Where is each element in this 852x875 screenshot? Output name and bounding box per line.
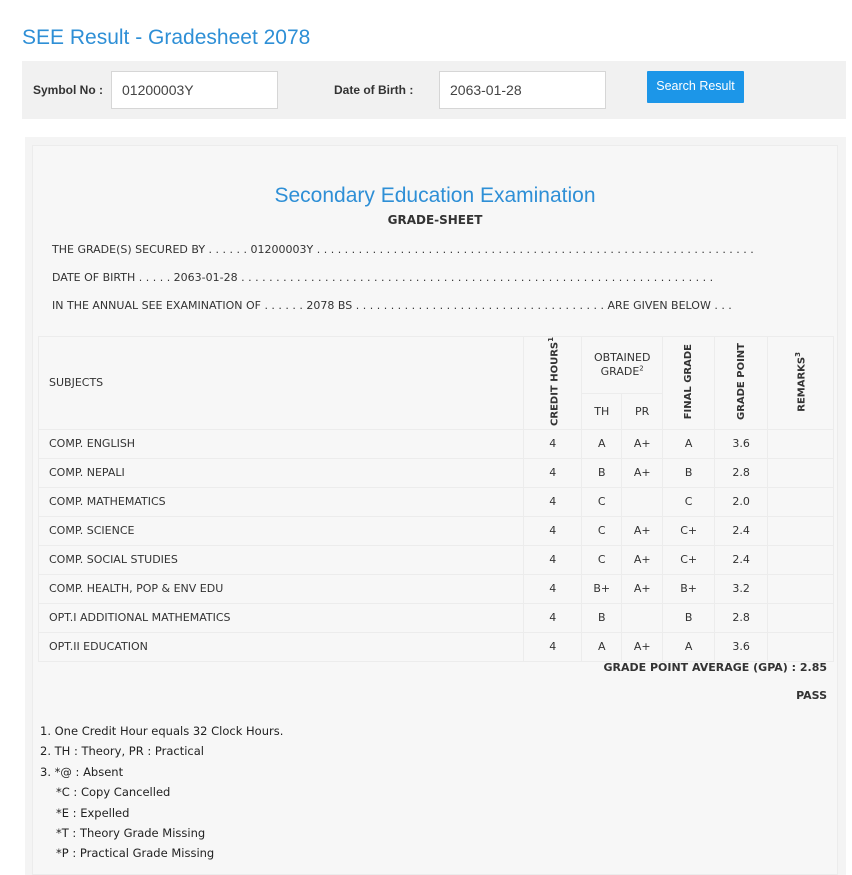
subject-cell: OPT.II EDUCATION xyxy=(39,632,524,661)
remarks-cell xyxy=(768,632,834,661)
obtained-grade-header: OBTAINED GRADE$^2$ xyxy=(582,337,663,394)
exam-line: IN THE ANNUAL SEE EXAMINATION OF . . . . . . 2078 BS . . . . . . . . . . . . . . . . . . . . . . . . . . . . . . . . . . . . ARE GIVEN BELOW . . . xyxy=(52,299,732,312)
subject-cell: COMP. SCIENCE xyxy=(39,516,524,545)
pr-grade-cell xyxy=(622,603,663,632)
table-row xyxy=(39,429,834,458)
th-header: TH xyxy=(582,393,622,429)
final-grade-cell: B+ xyxy=(663,574,715,603)
grade-sheet xyxy=(32,145,838,875)
note-item: *P : Practical Grade Missing xyxy=(56,846,215,861)
grade-point-cell: 2.8 xyxy=(715,603,768,632)
subject-cell: COMP. MATHEMATICS xyxy=(39,487,524,516)
credit-cell: 4 xyxy=(524,458,582,487)
gpa-text: GRADE POINT AVERAGE (GPA) : 2.85 xyxy=(603,661,827,674)
subject-cell: COMP. NEPALI xyxy=(39,458,524,487)
remarks-cell xyxy=(768,545,834,574)
th-grade-cell: B xyxy=(582,458,622,487)
final-grade-cell: A xyxy=(663,632,715,661)
credit-cell: 4 xyxy=(524,632,582,661)
pr-grade-cell: A+ xyxy=(622,632,663,661)
table-row xyxy=(39,632,834,661)
grade-point-cell: 2.0 xyxy=(715,487,768,516)
result-container xyxy=(25,137,846,875)
subject-cell: COMP. HEALTH, POP & ENV EDU xyxy=(39,574,524,603)
note-item: 3. *@ : Absent xyxy=(40,764,124,779)
dob-label: Date of Birth : xyxy=(334,83,414,97)
grade-point-cell: 3.6 xyxy=(715,632,768,661)
table-row xyxy=(39,545,834,574)
th-grade-cell: C xyxy=(582,487,622,516)
remarks-cell xyxy=(768,429,834,458)
pr-grade-cell: A+ xyxy=(622,574,663,603)
sheet-title: Secondary Education Examination xyxy=(274,184,596,207)
note-item: *E : Expelled xyxy=(56,805,130,820)
grade-point-cell: 2.4 xyxy=(715,545,768,574)
final-grade-cell: B xyxy=(663,458,715,487)
table-row xyxy=(39,603,834,632)
remarks-cell xyxy=(768,458,834,487)
final-grade-cell: A xyxy=(663,429,715,458)
remarks-cell xyxy=(768,574,834,603)
pr-header: PR xyxy=(622,393,663,429)
credit-cell: 4 xyxy=(524,574,582,603)
subjects-header: SUBJECTS xyxy=(39,337,524,430)
note-item: *C : Copy Cancelled xyxy=(56,785,171,800)
result-status: PASS xyxy=(796,689,827,702)
th-grade-cell: A xyxy=(582,632,622,661)
th-grade-cell: B xyxy=(582,603,622,632)
pr-grade-cell: A+ xyxy=(622,458,663,487)
final-grade-cell: C xyxy=(663,487,715,516)
table-row xyxy=(39,458,834,487)
grade-point-cell: 3.2 xyxy=(715,574,768,603)
symbol-label: Symbol No : xyxy=(33,83,104,97)
final-grade-header: FINAL GRADE xyxy=(663,337,715,430)
grade-point-cell: 2.4 xyxy=(715,516,768,545)
subject-cell: COMP. ENGLISH xyxy=(39,429,524,458)
note-item: *T : Theory Grade Missing xyxy=(56,825,206,840)
grade-point-header: GRADE POINT xyxy=(715,337,768,430)
credit-cell: 4 xyxy=(524,603,582,632)
dob-input[interactable]: 2063-01-28 xyxy=(439,71,606,109)
grades-table xyxy=(38,336,834,662)
subject-cell: OPT.I ADDITIONAL MATHEMATICS xyxy=(39,603,524,632)
symbol-input[interactable]: 01200003Y xyxy=(111,71,278,109)
th-grade-cell: C xyxy=(582,545,622,574)
notes-list xyxy=(40,721,283,864)
dob-line: DATE OF BIRTH . . . . . 2063-01-28 . . . . . . . . . . . . . . . . . . . . . . . . . . . . . . . . . . . . . . . . . . . . . . . . . . . . . . . . . . . . . . . . . . . . xyxy=(52,271,714,284)
remarks-cell xyxy=(768,487,834,516)
remarks-header: REMARKS$^3$ xyxy=(768,337,834,430)
th-grade-cell: C xyxy=(582,516,622,545)
pr-grade-cell xyxy=(622,487,663,516)
remarks-cell xyxy=(768,603,834,632)
credit-cell: 4 xyxy=(524,429,582,458)
secured-by-line: THE GRADE(S) SECURED BY . . . . . . 01200003Y . . . . . . . . . . . . . . . . . . . . . . . . . . . . . . . . . . . . . . . . . . . . . . . . . . . . . . . . . . . . . . . xyxy=(52,243,754,256)
grade-point-cell: 3.6 xyxy=(715,429,768,458)
sheet-subtitle: GRADE-SHEET xyxy=(387,213,483,227)
final-grade-cell: C+ xyxy=(663,545,715,574)
search-result-button[interactable]: Search Result xyxy=(647,71,744,103)
th-grade-cell: B+ xyxy=(582,574,622,603)
page-title: SEE Result - Gradesheet 2078 xyxy=(22,26,311,49)
pr-grade-cell: A+ xyxy=(622,429,663,458)
search-bar xyxy=(22,61,846,119)
note-item: 2. TH : Theory, PR : Practical xyxy=(40,744,204,759)
final-grade-cell: C+ xyxy=(663,516,715,545)
credit-hours-header: CREDIT HOURS$^1$ xyxy=(524,337,582,430)
th-grade-cell: A xyxy=(582,429,622,458)
grade-point-cell: 2.8 xyxy=(715,458,768,487)
credit-cell: 4 xyxy=(524,516,582,545)
table-row xyxy=(39,487,834,516)
remarks-cell xyxy=(768,516,834,545)
pr-grade-cell: A+ xyxy=(622,545,663,574)
credit-cell: 4 xyxy=(524,487,582,516)
note-item: 1. One Credit Hour equals 32 Clock Hours. xyxy=(40,724,284,738)
subject-cell: COMP. SOCIAL STUDIES xyxy=(39,545,524,574)
credit-cell: 4 xyxy=(524,545,582,574)
pr-grade-cell: A+ xyxy=(622,516,663,545)
table-row xyxy=(39,574,834,603)
table-row xyxy=(39,516,834,545)
final-grade-cell: B xyxy=(663,603,715,632)
